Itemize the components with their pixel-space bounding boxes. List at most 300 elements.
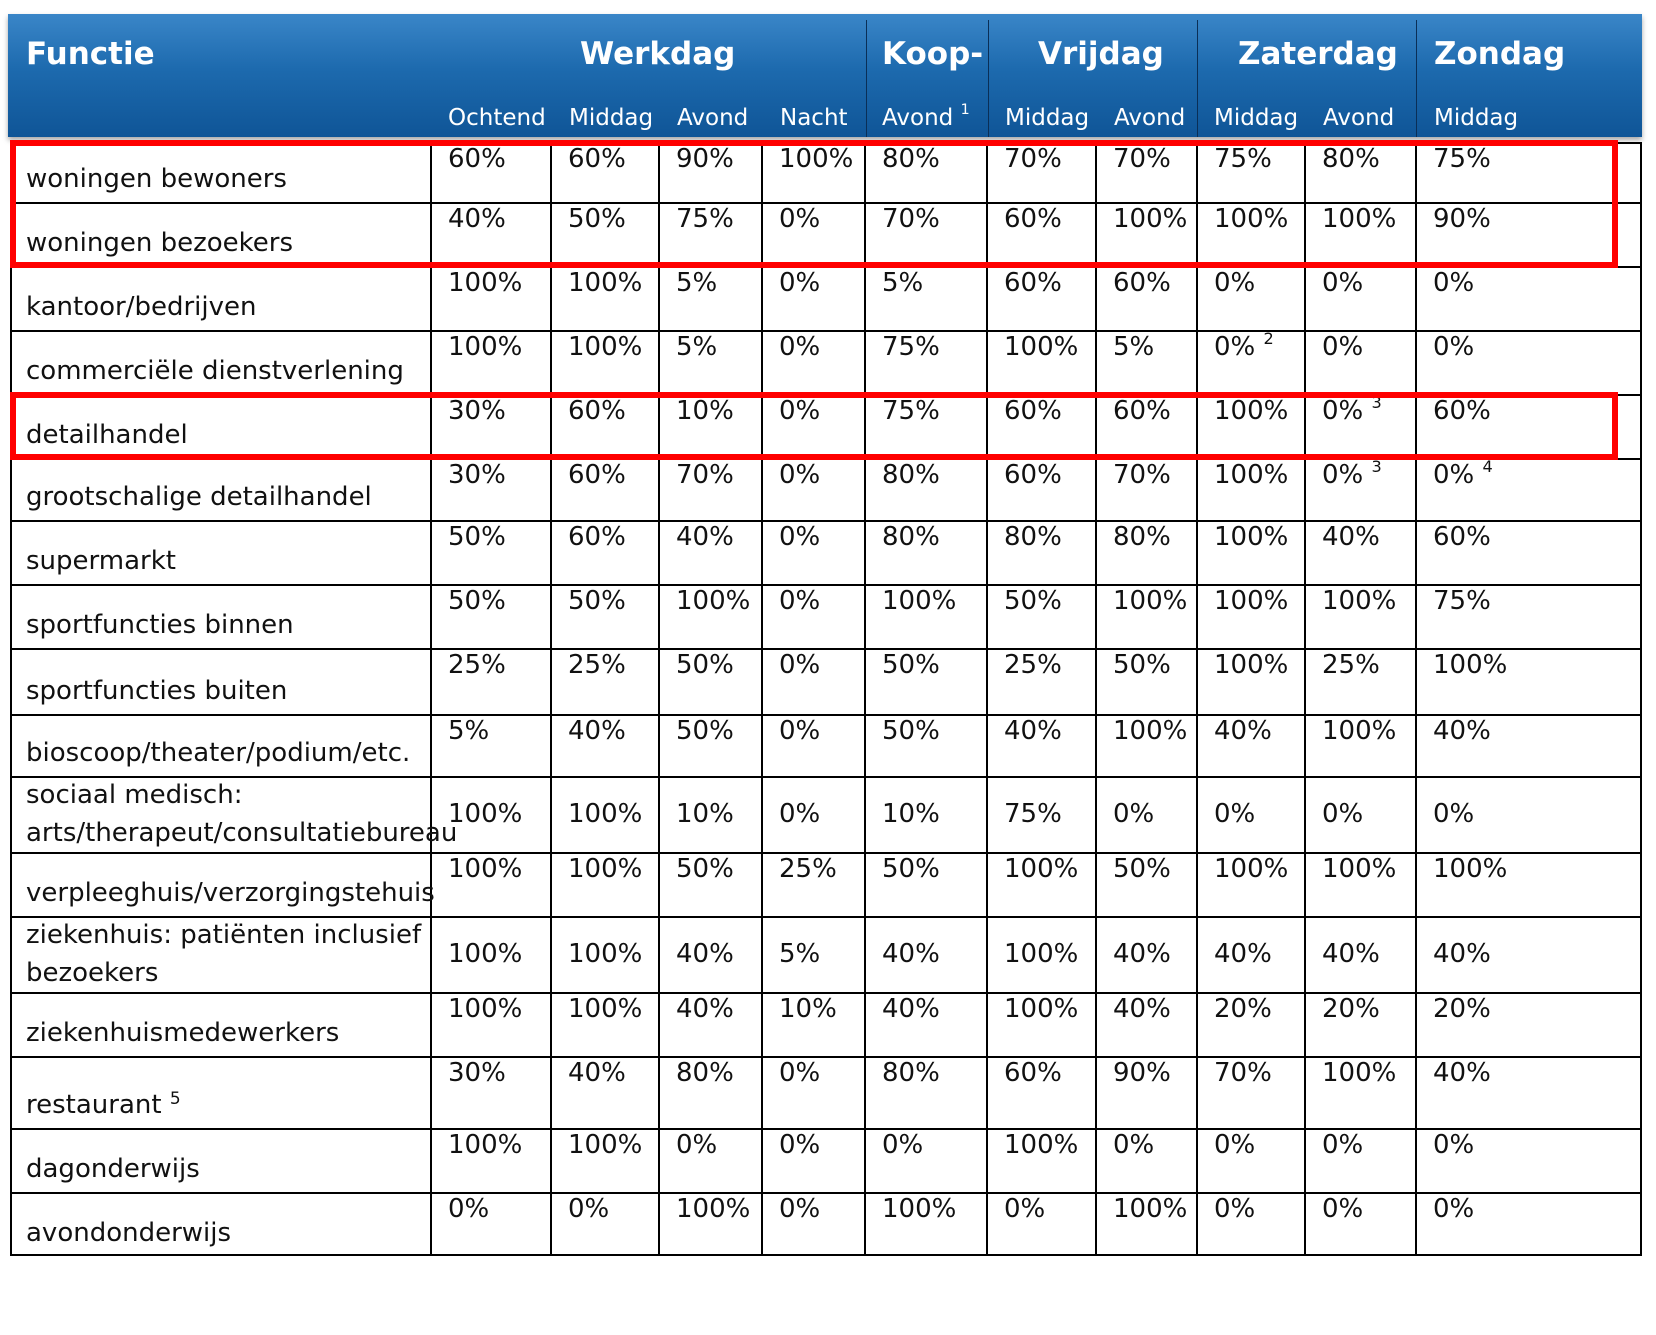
cell-value: 75% bbox=[1004, 799, 1062, 829]
grid-col-line bbox=[1196, 142, 1198, 1256]
table-cell bbox=[676, 716, 734, 746]
table-cell bbox=[568, 1130, 642, 1160]
cell-value: 0% bbox=[1433, 1130, 1475, 1160]
table-cell bbox=[1214, 716, 1272, 746]
table-cell bbox=[882, 460, 940, 490]
cell-value: 10% bbox=[676, 799, 734, 829]
header-subcolumn bbox=[1114, 105, 1185, 131]
cell-value: 100% bbox=[448, 939, 523, 969]
cell-value: 0% bbox=[1322, 332, 1364, 362]
header-functie: Functie bbox=[26, 36, 155, 72]
row-label-text: ziekenhuismedewerkers bbox=[26, 1018, 340, 1048]
cell-value: 100% bbox=[1004, 332, 1079, 362]
cell-value: 75% bbox=[882, 332, 940, 362]
table-cell bbox=[1322, 939, 1380, 969]
header-group-zaterdag: Zaterdag bbox=[1238, 36, 1398, 72]
table-cell bbox=[1004, 586, 1062, 616]
cell-value: 75% bbox=[1214, 144, 1272, 174]
cell-value: 100% bbox=[568, 939, 643, 969]
cell-value: 60% bbox=[1113, 396, 1171, 426]
cell-value: 70% bbox=[1113, 460, 1171, 490]
row-label bbox=[26, 1214, 231, 1252]
cell-value: 100% bbox=[676, 1194, 751, 1224]
cell-value: 100% bbox=[1113, 204, 1188, 234]
table-cell bbox=[448, 650, 506, 680]
cell-value: 0% bbox=[676, 1130, 718, 1160]
table-cell bbox=[568, 799, 642, 829]
cell-value: 100% bbox=[1214, 586, 1289, 616]
cell-value: 10% bbox=[882, 799, 940, 829]
header-subcolumn bbox=[780, 105, 848, 131]
cell-value: 100% bbox=[1113, 716, 1188, 746]
cell-value: 80% bbox=[882, 460, 940, 490]
cell-value: 100% bbox=[448, 994, 523, 1024]
cell-value: 40% bbox=[1113, 994, 1171, 1024]
cell-value: 5% bbox=[882, 268, 924, 298]
cell-value: 40% bbox=[1214, 939, 1272, 969]
grid-col-line bbox=[1640, 142, 1642, 1256]
grid-col-line bbox=[864, 142, 866, 1256]
row-label bbox=[26, 776, 457, 852]
table-cell bbox=[1004, 799, 1062, 829]
cell-value: 100% bbox=[568, 1130, 643, 1160]
table-cell bbox=[448, 716, 489, 746]
cell-value: 50% bbox=[1113, 650, 1171, 680]
table-cell bbox=[1433, 332, 1474, 362]
table-cell bbox=[1004, 1194, 1045, 1224]
row-label bbox=[26, 734, 410, 772]
cell-value: 80% bbox=[676, 1058, 734, 1088]
header-subcolumn bbox=[1434, 105, 1518, 131]
table-cell bbox=[882, 716, 940, 746]
cell-value: 75% bbox=[676, 204, 734, 234]
header-group-zondag: Zondag bbox=[1434, 36, 1566, 72]
table-cell bbox=[779, 268, 820, 298]
cell-value: 0% bbox=[1214, 1130, 1256, 1160]
cell-value: 70% bbox=[676, 460, 734, 490]
cell-value: 80% bbox=[882, 1058, 940, 1088]
table-cell bbox=[568, 716, 626, 746]
table-cell bbox=[1113, 650, 1171, 680]
subcolumn-label: Avond bbox=[677, 105, 749, 131]
cell-value: 0% bbox=[1113, 799, 1155, 829]
table-cell bbox=[779, 1130, 820, 1160]
cell-value: 40% bbox=[1433, 939, 1491, 969]
table-cell bbox=[1113, 1194, 1187, 1224]
row-label-text: avondonderwijs bbox=[26, 1218, 232, 1248]
cell-value: 75% bbox=[882, 396, 940, 426]
subcolumn-label: Avond bbox=[1114, 105, 1186, 131]
grid-row-line bbox=[10, 330, 1642, 332]
table-cell bbox=[1113, 332, 1154, 362]
cell-value: 40% bbox=[568, 716, 626, 746]
cell-value: 50% bbox=[676, 650, 734, 680]
row-label-text: kantoor/bedrijven bbox=[26, 292, 257, 322]
cell-value: 50% bbox=[568, 204, 626, 234]
row-label-text: sportfuncties binnen bbox=[26, 610, 294, 640]
table-header bbox=[8, 14, 1642, 137]
cell-value: 100% bbox=[568, 332, 643, 362]
row-label-text: woningen bezoekers bbox=[26, 228, 294, 258]
table-cell bbox=[568, 939, 642, 969]
footnote-marker: 3 bbox=[1371, 393, 1382, 412]
table-cell bbox=[1004, 854, 1078, 884]
cell-value: 0% bbox=[779, 1194, 821, 1224]
cell-value: 40% bbox=[676, 522, 734, 552]
table-cell bbox=[1004, 650, 1062, 680]
grid-col-line bbox=[1304, 142, 1306, 1256]
cell-value: 40% bbox=[1322, 939, 1380, 969]
cell-value: 50% bbox=[448, 586, 506, 616]
cell-value: 100% bbox=[1113, 1194, 1188, 1224]
header-subcolumn bbox=[1323, 105, 1394, 131]
table-cell bbox=[882, 854, 940, 884]
cell-value: 60% bbox=[1004, 268, 1062, 298]
cell-value: 80% bbox=[882, 522, 940, 552]
cell-value: 90% bbox=[676, 144, 734, 174]
row-label bbox=[26, 1150, 200, 1188]
row-label bbox=[26, 606, 294, 644]
table-cell bbox=[1433, 1130, 1474, 1160]
row-label-text: commerciële dienstverlening bbox=[26, 356, 404, 386]
table-cell bbox=[568, 1194, 609, 1224]
cell-value: 0% bbox=[779, 1058, 821, 1088]
cell-value: 20% bbox=[1214, 994, 1272, 1024]
subcolumn-label: Middag bbox=[569, 105, 654, 131]
table-cell bbox=[676, 854, 734, 884]
cell-value: 70% bbox=[1214, 1058, 1272, 1088]
cell-value: 0% bbox=[1433, 332, 1475, 362]
table-cell bbox=[1433, 1194, 1474, 1224]
table-cell bbox=[1433, 854, 1507, 884]
cell-value: 25% bbox=[779, 854, 837, 884]
cell-value: 10% bbox=[779, 994, 837, 1024]
cell-value: 100% bbox=[1322, 716, 1397, 746]
cell-value: 0% bbox=[1214, 1194, 1256, 1224]
cell-value: 0% bbox=[779, 268, 821, 298]
cell-value: 25% bbox=[568, 650, 626, 680]
table-cell bbox=[448, 1058, 506, 1088]
row-label-text: detailhandel bbox=[26, 420, 188, 450]
cell-value: 25% bbox=[448, 650, 506, 680]
cell-value: 40% bbox=[1004, 716, 1062, 746]
table-cell bbox=[1322, 457, 1382, 490]
footnote-marker: 4 bbox=[1482, 457, 1493, 476]
cell-value: 40% bbox=[882, 939, 940, 969]
cell-value: 30% bbox=[448, 396, 506, 426]
row-label bbox=[26, 288, 256, 326]
cell-value: 0% bbox=[1433, 1194, 1475, 1224]
table-cell bbox=[568, 268, 642, 298]
table-cell bbox=[568, 650, 626, 680]
table-cell bbox=[779, 460, 820, 490]
table-cell bbox=[779, 994, 837, 1024]
cell-value: 40% bbox=[1433, 1058, 1491, 1088]
grid-row-line bbox=[10, 1128, 1642, 1130]
table-cell bbox=[1214, 268, 1255, 298]
cell-value: 100% bbox=[448, 268, 523, 298]
cell-value: 0% bbox=[779, 460, 821, 490]
row-label-text: supermarkt bbox=[26, 546, 176, 576]
cell-value: 5% bbox=[676, 332, 718, 362]
cell-value: 0% bbox=[1322, 396, 1364, 426]
highlight-box bbox=[10, 392, 1618, 460]
table-cell bbox=[676, 994, 734, 1024]
cell-value: 80% bbox=[882, 144, 940, 174]
cell-value: 100% bbox=[448, 1130, 523, 1160]
table-cell bbox=[1214, 586, 1288, 616]
cell-value: 0% bbox=[779, 650, 821, 680]
cell-value: 100% bbox=[448, 799, 523, 829]
grid-col-line bbox=[10, 142, 12, 1256]
cell-value: 40% bbox=[568, 1058, 626, 1088]
table-cell bbox=[448, 268, 522, 298]
table-cell bbox=[568, 1058, 626, 1088]
row-label-text: grootschalige detailhandel bbox=[26, 482, 372, 512]
table-cell bbox=[882, 1194, 956, 1224]
cell-value: 5% bbox=[779, 939, 821, 969]
cell-value: 100% bbox=[1322, 204, 1397, 234]
cell-value: 60% bbox=[1004, 1058, 1062, 1088]
table-cell bbox=[676, 1194, 750, 1224]
header-divider bbox=[866, 20, 867, 137]
cell-value: 50% bbox=[882, 854, 940, 884]
table-cell bbox=[882, 939, 940, 969]
table-cell bbox=[448, 460, 506, 490]
cell-value: 40% bbox=[1113, 939, 1171, 969]
footnote-marker: 5 bbox=[169, 1089, 181, 1109]
table-cell bbox=[1214, 939, 1272, 969]
cell-value: 90% bbox=[1433, 204, 1491, 234]
row-label-line: bezoekers bbox=[26, 958, 159, 988]
table-cell bbox=[1214, 1194, 1255, 1224]
table-cell bbox=[448, 1130, 522, 1160]
table-cell bbox=[676, 522, 734, 552]
grid-row-line bbox=[10, 1254, 1642, 1256]
table-cell bbox=[448, 799, 522, 829]
table-cell bbox=[882, 268, 923, 298]
cell-value: 100% bbox=[568, 799, 643, 829]
cell-value: 0% bbox=[1113, 1130, 1155, 1160]
cell-value: 30% bbox=[448, 460, 506, 490]
cell-value: 0% bbox=[1322, 268, 1364, 298]
row-label bbox=[26, 672, 287, 710]
cell-value: 100% bbox=[676, 586, 751, 616]
table-cell bbox=[1322, 716, 1396, 746]
row-label-line: arts/therapeut/consultatiebureau bbox=[26, 818, 458, 848]
table-cell bbox=[882, 332, 940, 362]
cell-value: 100% bbox=[1322, 854, 1397, 884]
grid-col-line bbox=[761, 142, 763, 1256]
table-cell bbox=[1113, 939, 1171, 969]
table-cell bbox=[568, 522, 626, 552]
row-label-text: sportfuncties buiten bbox=[26, 676, 288, 706]
table-cell bbox=[1214, 522, 1288, 552]
table-cell bbox=[1214, 799, 1255, 829]
cell-value: 100% bbox=[448, 332, 523, 362]
table-cell bbox=[1322, 650, 1380, 680]
cell-value: 5% bbox=[676, 268, 718, 298]
table-cell bbox=[1214, 1130, 1255, 1160]
row-label-text: dagonderwijs bbox=[26, 1154, 200, 1184]
grid-col-line bbox=[1415, 142, 1417, 1256]
table-cell bbox=[1113, 460, 1171, 490]
grid-row-line bbox=[10, 1056, 1642, 1058]
table-cell bbox=[1113, 522, 1171, 552]
table-cell bbox=[779, 939, 820, 969]
cell-value: 40% bbox=[1214, 716, 1272, 746]
cell-value: 70% bbox=[882, 204, 940, 234]
row-label bbox=[26, 1014, 339, 1052]
cell-value: 50% bbox=[1004, 586, 1062, 616]
table-cell bbox=[1113, 716, 1187, 746]
table-cell bbox=[1004, 1058, 1062, 1088]
cell-value: 80% bbox=[1004, 522, 1062, 552]
header-subcolumn bbox=[677, 105, 748, 131]
table-cell bbox=[568, 994, 642, 1024]
table-cell bbox=[676, 650, 734, 680]
header-subcolumn bbox=[882, 102, 970, 131]
table-cell bbox=[1214, 329, 1274, 362]
header-subcolumn bbox=[448, 105, 546, 131]
table-cell bbox=[1433, 1058, 1491, 1088]
header-divider bbox=[988, 20, 989, 137]
grid-row-line bbox=[10, 520, 1642, 522]
table-cell bbox=[1433, 586, 1491, 616]
cell-value: 100% bbox=[568, 994, 643, 1024]
cell-value: 0% bbox=[882, 1130, 924, 1160]
table-cell bbox=[1322, 522, 1380, 552]
cell-value: 100% bbox=[568, 854, 643, 884]
subcolumn-label: Avond bbox=[882, 105, 954, 131]
cell-value: 40% bbox=[676, 994, 734, 1024]
cell-value: 100% bbox=[1214, 460, 1289, 490]
cell-value: 70% bbox=[1004, 144, 1062, 174]
table-cell bbox=[1322, 854, 1396, 884]
cell-value: 0% bbox=[1433, 268, 1475, 298]
table-cell bbox=[1433, 268, 1474, 298]
header-subcolumn bbox=[1005, 105, 1089, 131]
table-cell bbox=[779, 854, 837, 884]
table-cell bbox=[1322, 1194, 1363, 1224]
row-label bbox=[26, 916, 421, 992]
cell-value: 50% bbox=[676, 716, 734, 746]
table-cell bbox=[1433, 457, 1493, 490]
table-cell bbox=[882, 586, 956, 616]
table-cell bbox=[779, 522, 820, 552]
table-cell bbox=[779, 1058, 820, 1088]
cell-value: 50% bbox=[882, 650, 940, 680]
cell-value: 90% bbox=[1113, 1058, 1171, 1088]
table-cell bbox=[779, 716, 820, 746]
cell-value: 0% bbox=[1322, 799, 1364, 829]
cell-value: 60% bbox=[568, 460, 626, 490]
subcolumn-label: Nacht bbox=[780, 105, 848, 131]
table-cell bbox=[1433, 522, 1491, 552]
table-cell bbox=[676, 268, 717, 298]
header-divider bbox=[1416, 20, 1417, 137]
row-label-text: verpleeghuis/verzorgingstehuis bbox=[26, 878, 435, 908]
table-cell bbox=[568, 460, 626, 490]
cell-value: 0% bbox=[779, 522, 821, 552]
cell-value: 100% bbox=[1214, 396, 1289, 426]
subcolumn-label: Middag bbox=[1005, 105, 1090, 131]
cell-value: 60% bbox=[1433, 522, 1491, 552]
table-cell bbox=[1322, 1058, 1396, 1088]
cell-value: 60% bbox=[448, 144, 506, 174]
table-cell bbox=[676, 460, 734, 490]
table-cell bbox=[1004, 716, 1062, 746]
table-cell bbox=[568, 586, 626, 616]
row-label-text: bioscoop/theater/podium/etc. bbox=[26, 738, 411, 768]
highlight-box bbox=[10, 140, 1618, 268]
grid-row-line bbox=[10, 714, 1642, 716]
row-label-text: restaurant bbox=[26, 1090, 162, 1120]
header-subcolumn bbox=[569, 105, 653, 131]
table-cell bbox=[779, 650, 820, 680]
header-group-koop: Koop- bbox=[882, 36, 984, 72]
cell-value: 50% bbox=[676, 854, 734, 884]
table-cell bbox=[882, 522, 940, 552]
cell-value: 25% bbox=[1004, 650, 1062, 680]
row-label bbox=[26, 542, 176, 580]
table-cell bbox=[676, 939, 734, 969]
cell-value: 100% bbox=[1214, 854, 1289, 884]
table-cell bbox=[1113, 268, 1171, 298]
cell-value: 0% bbox=[1322, 460, 1364, 490]
row-label-line: sociaal medisch: bbox=[26, 780, 243, 810]
table-cell bbox=[1322, 1130, 1363, 1160]
table-cell bbox=[779, 799, 820, 829]
table-cell bbox=[1322, 799, 1363, 829]
cell-value: 0% bbox=[1322, 1130, 1364, 1160]
cell-value: 25% bbox=[1322, 650, 1380, 680]
table-cell bbox=[448, 854, 522, 884]
cell-value: 0% bbox=[779, 396, 821, 426]
table-cell bbox=[1004, 522, 1062, 552]
table-cell bbox=[676, 586, 750, 616]
table-cell bbox=[882, 799, 940, 829]
table-cell bbox=[779, 1194, 820, 1224]
subcolumn-label: Ochtend bbox=[448, 105, 546, 131]
table-cell bbox=[1214, 994, 1272, 1024]
cell-value: 60% bbox=[1433, 396, 1491, 426]
table-cell bbox=[448, 332, 522, 362]
cell-value: 100% bbox=[1433, 854, 1508, 884]
row-label bbox=[26, 478, 372, 516]
cell-value: 0% bbox=[1214, 799, 1256, 829]
table-cell bbox=[882, 1130, 923, 1160]
cell-value: 60% bbox=[1004, 460, 1062, 490]
table-cell bbox=[676, 332, 717, 362]
cell-value: 75% bbox=[1433, 586, 1491, 616]
header-group-werkdag: Werkdag bbox=[580, 36, 736, 72]
cell-value: 50% bbox=[1113, 854, 1171, 884]
cell-value: 30% bbox=[448, 1058, 506, 1088]
cell-value: 0% bbox=[779, 332, 821, 362]
cell-value: 0% bbox=[1322, 1194, 1364, 1224]
table-cell bbox=[1004, 332, 1078, 362]
table-cell bbox=[1214, 650, 1288, 680]
table-cell bbox=[779, 332, 820, 362]
cell-value: 100% bbox=[1004, 1130, 1079, 1160]
cell-value: 0% bbox=[779, 204, 821, 234]
cell-value: 100% bbox=[1322, 1058, 1397, 1088]
table-cell bbox=[1433, 650, 1507, 680]
table-cell bbox=[676, 1058, 734, 1088]
table-cell bbox=[1113, 1058, 1171, 1088]
cell-value: 50% bbox=[882, 716, 940, 746]
